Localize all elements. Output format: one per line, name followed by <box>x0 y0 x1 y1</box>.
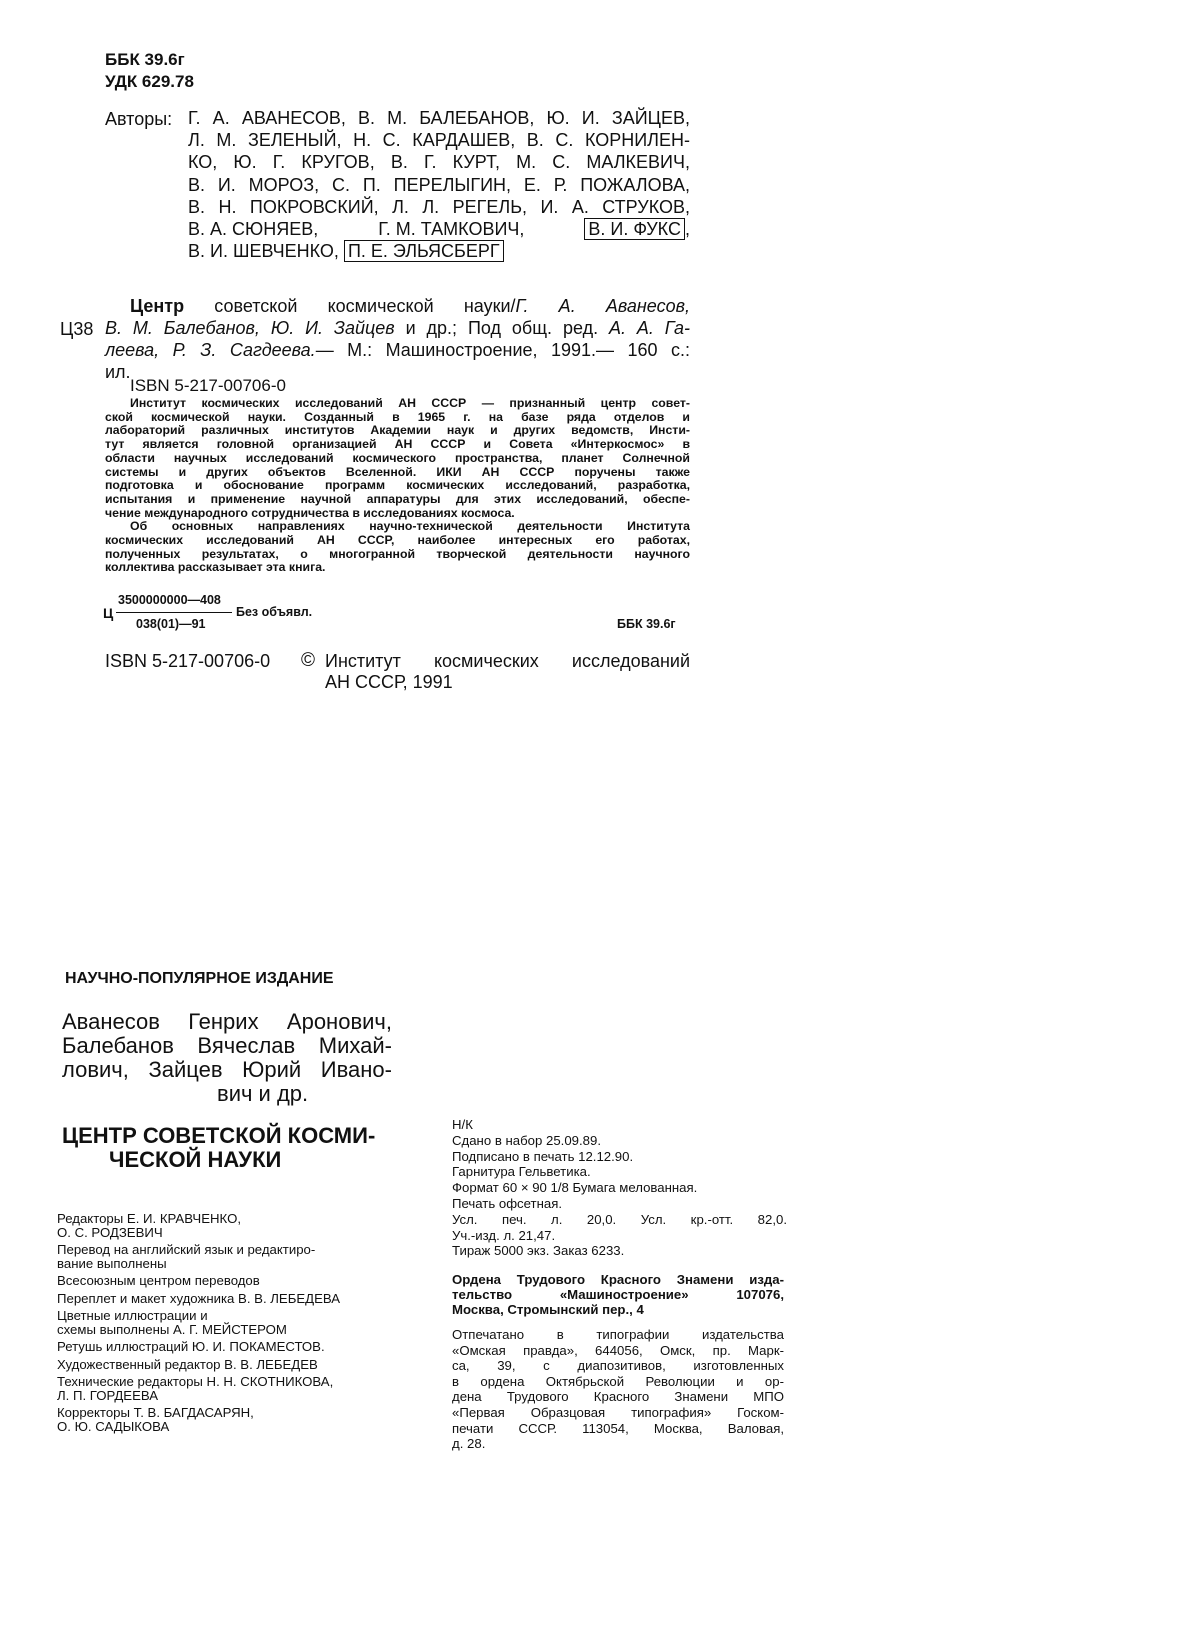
abstract-line: лабораторий различных институтов Академии наук и других ведомств, Инсти- <box>105 423 690 438</box>
comma: , <box>684 219 690 240</box>
catalog-code: Ц38 <box>60 319 94 339</box>
printer-line: са, 39, с диапозитивов, изготовленных <box>452 1358 784 1374</box>
copyright-isbn: ISBN 5-217-00706-0 <box>105 651 271 671</box>
print-info-line: Н/К <box>452 1117 473 1132</box>
copyright-line: АН СССР, 1991 <box>325 672 453 692</box>
printer-line: д. 28. <box>452 1436 486 1452</box>
abstract-line: испытания и применение научной аппаратуры для этих исследований, обеспе- <box>105 491 690 506</box>
book-title-rest: советской космической науки/ <box>214 296 516 316</box>
fraction-bar <box>116 612 232 613</box>
catalog-isbn: ISBN 5-217-00706-0 <box>130 376 286 395</box>
book-title-bold: Центр <box>130 296 185 316</box>
udk-code: УДК 629.78 <box>105 72 194 91</box>
credit-entry <box>57 1212 417 1239</box>
author-name-line: Аванесов Генрих Аронович, <box>62 1009 392 1034</box>
printer-line: дена Трудового Красного Знамени МПО <box>452 1389 784 1405</box>
credit-line: Л. П. ГОРДЕЕВА <box>57 1387 159 1403</box>
fraction-denominator: 038(01)—91 <box>136 617 206 631</box>
credit-entry <box>57 1274 417 1288</box>
credit-line: О. Ю. САДЫКОВА <box>57 1418 170 1434</box>
illustrations: ил. <box>105 362 131 382</box>
lead-author: Г. А. Аванесов, <box>515 296 691 316</box>
credit-line: О. С. РОДЗЕВИЧ <box>57 1224 163 1240</box>
book-title <box>62 1124 392 1172</box>
credit-line: Технические редакторы Н. Н. СКОТНИКОВА, <box>57 1374 334 1389</box>
after-authors: и др.; Под общ. ред. <box>405 318 599 338</box>
bbk-code: ББК 39.6г <box>105 50 185 69</box>
catalog-entry <box>105 295 690 383</box>
printer-line: в ордена Октябрьской Революции и ор- <box>452 1373 784 1389</box>
publisher-info <box>452 1272 784 1318</box>
memorial-boxed-name: В. И. ФУКС <box>584 218 685 240</box>
credit-entry <box>57 1292 417 1306</box>
abstract-line: подготовка и обоснование программ космических исследований, разработка, <box>105 478 690 493</box>
author-name-line: вич и др. <box>217 1081 309 1106</box>
credit-line: Художественный редактор В. В. ЛЕБЕДЕВ <box>57 1356 318 1372</box>
printer-line: печати СССР. 113054, Москва, Валовая, <box>452 1420 784 1436</box>
author-line <box>188 240 690 262</box>
fraction-letter: Ц <box>103 605 114 621</box>
abstract-line: области научных исследований космического пространства, планет Солнечной <box>105 450 690 465</box>
author-name: В. И. ШЕВЧЕНКО, <box>188 241 339 262</box>
no-announcement: Без объявл. <box>236 605 313 619</box>
authors-list <box>188 107 690 262</box>
catalog-line <box>105 317 690 339</box>
publisher-line: тельство «Машиностроение» 107076, <box>452 1287 784 1303</box>
credit-line: Всесоюзным центром переводов <box>57 1273 260 1288</box>
catalog-line <box>105 339 690 361</box>
credit-line: Цветные иллюстрации и <box>57 1308 208 1323</box>
print-info-line: Формат 60 × 90 1/8 Бумага мелованная. <box>452 1180 698 1196</box>
print-info-line: Подписано в печать 12.12.90. <box>452 1148 634 1164</box>
author-line: В. И. МОРОЗ, С. П. ПЕРЕЛЫГИН, Е. Р. ПОЖАЛОВА, <box>188 174 690 195</box>
coauthors: В. М. Балебанов, Ю. И. Зайцев <box>105 318 395 338</box>
print-info-line: Печать офсетная. <box>452 1195 562 1211</box>
print-info-line: Гарнитура Гельветика. <box>452 1164 591 1180</box>
abstract-line: космических исследований АН СССР, наиболее интересных его работах, <box>105 533 690 548</box>
print-info-line: Тираж 5000 экз. Заказ 6233. <box>452 1243 625 1259</box>
book-title-line: ЦЕНТР СОВЕТСКОЙ КОСМИ- <box>62 1123 376 1148</box>
author-name-line: Балебанов Вячеслав Михай- <box>62 1033 392 1058</box>
editor-cont: леева, Р. З. Сагдеева. <box>105 340 316 360</box>
credit-entry <box>57 1340 417 1354</box>
credit-line: Перевод на английский язык и редактиро- <box>57 1242 316 1257</box>
abstract-line: чение международного сотрудничества в исследованиях космоса. <box>105 505 515 520</box>
credit-entry <box>57 1358 417 1372</box>
copyright-line: Институт космических исследований <box>325 651 690 671</box>
credit-entry <box>57 1375 417 1402</box>
printer-line: «Первая Образцовая типография» Госком- <box>452 1404 784 1420</box>
credit-line: схемы выполнены А. Г. МЕЙСТЕРОМ <box>57 1321 287 1337</box>
fraction-numerator: 3500000000—408 <box>118 593 221 607</box>
publisher-line: Москва, Стромынский пер., 4 <box>452 1302 644 1318</box>
author-line: Г. А. АВАНЕСОВ, В. М. БАЛЕБАНОВ, Ю. И. ЗАЙЦЕВ, <box>188 108 690 128</box>
print-info-line: Усл. печ. л. 20,0. Усл. кр.-отт. 82,0. <box>452 1211 787 1227</box>
abstract-line: Институт космических исследований АН СССР — признанный центр совет- <box>130 396 690 410</box>
bbk-right: ББК 39.6г <box>617 617 676 631</box>
credit-line: Редакторы Е. И. КРАВЧЕНКО, <box>57 1211 241 1226</box>
credit-line: Переплет и макет художника В. В. ЛЕБЕДЕВА <box>57 1290 341 1306</box>
printer-line: «Омская правда», 644056, Омск, пр. Марк- <box>452 1342 784 1358</box>
catalog-line <box>105 295 690 317</box>
editor: А. А. Га- <box>608 318 690 338</box>
author-name: В. А. СЮНЯЕВ, <box>188 219 319 240</box>
author-line <box>188 218 690 240</box>
abstract-line: полученных результатах, о многогранной творческой деятельности научного <box>105 546 690 561</box>
author-line: Л. М. ЗЕЛЕНЫЙ, Н. С. КАРДАШЕВ, В. С. КОРНИЛЕН- <box>188 130 690 151</box>
author-name: Г. М. ТАМКОВИЧ, <box>378 219 525 240</box>
authors-label: Авторы: <box>105 109 173 129</box>
credit-line: вание выполнены <box>57 1255 167 1271</box>
print-info-line: Сдано в набор 25.09.89. <box>452 1132 602 1148</box>
credit-entry <box>57 1243 417 1270</box>
author-name-line: лович, Зайцев Юрий Ивано- <box>62 1057 392 1082</box>
memorial-boxed-name: П. Е. ЭЛЬЯСБЕРГ <box>344 240 504 262</box>
author-names <box>62 1010 392 1106</box>
book-title-line: ЧЕСКОЙ НАУКИ <box>109 1147 282 1172</box>
abstract-line: тут является головной организацией АН СССР и Совета «Интеркосмос» в <box>105 437 690 452</box>
credit-line: Ретушь иллюстраций Ю. И. ПОКАМЕСТОВ. <box>57 1339 325 1354</box>
copyright-holder <box>325 651 690 693</box>
genre-label: НАУЧНО-ПОПУЛЯРНОЕ ИЗДАНИЕ <box>65 970 334 987</box>
credits <box>57 1212 417 1433</box>
print-info <box>452 1117 787 1259</box>
author-line: КО, Ю. Г. КРУГОВ, В. Г. КУРТ, М. С. МАЛКЕВИЧ, <box>188 152 690 173</box>
credit-entry <box>57 1406 417 1433</box>
printer-line: Отпечатано в типографии издательства <box>452 1327 784 1342</box>
abstract-line: коллектива рассказывает эта книга. <box>105 560 326 575</box>
abstract-line: системы и других объектов Вселенной. ИКИ АН СССР поручены также <box>105 464 690 479</box>
copyright-symbol: © <box>301 650 315 671</box>
abstract <box>105 397 690 575</box>
printer-info <box>452 1327 784 1452</box>
publisher-line: Ордена Трудового Красного Знамени изда- <box>452 1272 784 1287</box>
author-line: В. Н. ПОКРОВСКИЙ, Л. Л. РЕГЕЛЬ, И. А. СТРУКОВ, <box>188 196 690 217</box>
abstract-line: Об основных направлениях научно-технической деятельности Института <box>130 519 690 534</box>
credit-line: Корректоры Т. В. БАГДАСАРЯН, <box>57 1405 254 1420</box>
credit-entry <box>57 1309 417 1336</box>
abstract-line: ской космической науки. Созданный в 1965 г. на базе ряда отделов и <box>105 409 690 424</box>
imprint: — М.: Машиностроение, 1991.— 160 с.: <box>315 340 690 360</box>
print-info-line: Уч.-изд. л. 21,47. <box>452 1227 556 1243</box>
